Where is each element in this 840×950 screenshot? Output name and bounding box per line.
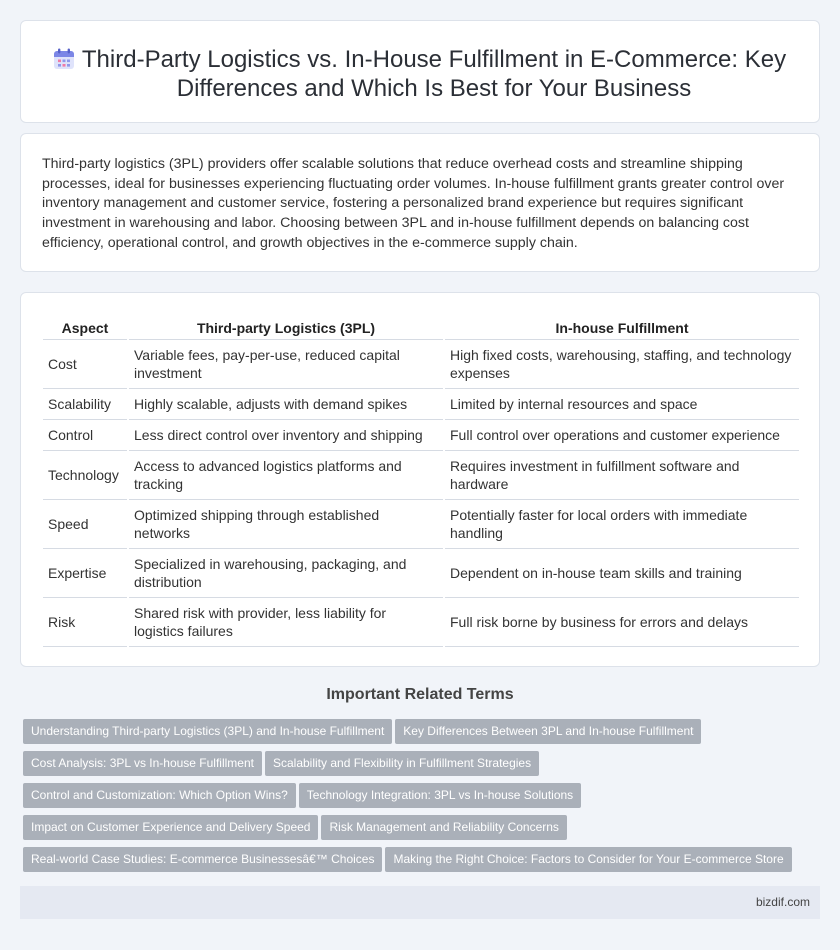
cell-in-house: High fixed costs, warehousing, staffing, and technology expenses xyxy=(444,340,799,389)
brand-name: bizdif.com xyxy=(755,895,810,909)
cell-3pl: Less direct control over inventory and shipping xyxy=(128,420,444,451)
table-row xyxy=(43,451,799,500)
header-in-house: In-house Fulfillment xyxy=(444,316,799,340)
cell-in-house: Requires investment in fulfillment software and hardware xyxy=(444,451,799,500)
related-term-link[interactable]: Impact on Customer Experience and Delivery Speed xyxy=(23,815,318,840)
related-term-link[interactable]: Technology Integration: 3PL vs In-house Solutions xyxy=(299,783,581,808)
cell-in-house: Limited by internal resources and space xyxy=(444,389,799,420)
table-row xyxy=(43,389,799,420)
cell-aspect: Speed xyxy=(43,500,128,549)
table-row xyxy=(43,598,799,647)
cell-3pl: Optimized shipping through established networks xyxy=(128,500,444,549)
related-term-link[interactable]: Key Differences Between 3PL and In-house Fulfillment xyxy=(395,719,701,744)
cell-in-house: Full control over operations and customer experience xyxy=(444,420,799,451)
related-terms-list xyxy=(23,719,823,879)
related-term-link[interactable]: Control and Customization: Which Option Wins? xyxy=(23,783,296,808)
header-card xyxy=(20,20,820,123)
cell-aspect: Technology xyxy=(43,451,128,500)
cell-3pl: Specialized in warehousing, packaging, and distribution xyxy=(128,549,444,598)
header-3pl: Third-party Logistics (3PL) xyxy=(128,316,444,340)
intro-card xyxy=(20,133,820,272)
cell-in-house: Dependent on in-house team skills and training xyxy=(444,549,799,598)
header-aspect: Aspect xyxy=(43,316,128,340)
comparison-table xyxy=(43,316,799,647)
related-terms-title: Important Related Terms xyxy=(326,686,514,703)
cell-aspect: Scalability xyxy=(43,389,128,420)
table-row xyxy=(43,549,799,598)
cell-3pl: Variable fees, pay-per-use, reduced capital investment xyxy=(128,340,444,389)
cell-aspect: Risk xyxy=(43,598,128,647)
related-term-link[interactable]: Risk Management and Reliability Concerns xyxy=(321,815,566,840)
table-row xyxy=(43,500,799,549)
footer-bar xyxy=(20,886,820,919)
related-term-link[interactable]: Scalability and Flexibility in Fulfillment Strategies xyxy=(265,751,539,776)
cell-3pl: Shared risk with provider, less liability for logistics failures xyxy=(128,598,444,647)
table-row xyxy=(43,420,799,451)
cell-aspect: Cost xyxy=(43,340,128,389)
related-term-link[interactable]: Making the Right Choice: Factors to Consider for Your E-commerce Store xyxy=(385,847,791,872)
related-term-link[interactable]: Understanding Third-party Logistics (3PL) and In-house Fulfillment xyxy=(23,719,392,744)
page-title: Third-Party Logistics vs. In-House Fulfillment in E-Commerce: Key Differences and Which Is Best for Your Business xyxy=(81,46,787,102)
table-header-row xyxy=(43,316,799,340)
cell-aspect: Control xyxy=(43,420,128,451)
cell-aspect: Expertise xyxy=(43,549,128,598)
cell-in-house: Potentially faster for local orders with immediate handling xyxy=(444,500,799,549)
intro-paragraph: Third-party logistics (3PL) providers offer scalable solutions that reduce overhead costs and streamline shipping processes, ideal for businesses experiencing fluctuating order volumes. In-house fulfillment grants greater control over inventory management and customer service, fostering a personalized brand experience but requires significant investment in warehousing and labor. Choosing between 3PL and in-house fulfillment depends on balancing cost efficiency, operational control, and growth objectives in the e-commerce supply chain. xyxy=(42,156,785,251)
related-term-link[interactable]: Real-world Case Studies: E-commerce Businessesâ€™ Choices xyxy=(23,847,382,872)
comparison-table-card xyxy=(20,292,820,667)
related-term-link[interactable]: Cost Analysis: 3PL vs In-house Fulfillment xyxy=(23,751,262,776)
cell-3pl: Highly scalable, adjusts with demand spikes xyxy=(128,389,444,420)
cell-3pl: Access to advanced logistics platforms and tracking xyxy=(128,451,444,500)
cell-in-house: Full risk borne by business for errors and delays xyxy=(444,598,799,647)
table-row xyxy=(43,340,799,389)
